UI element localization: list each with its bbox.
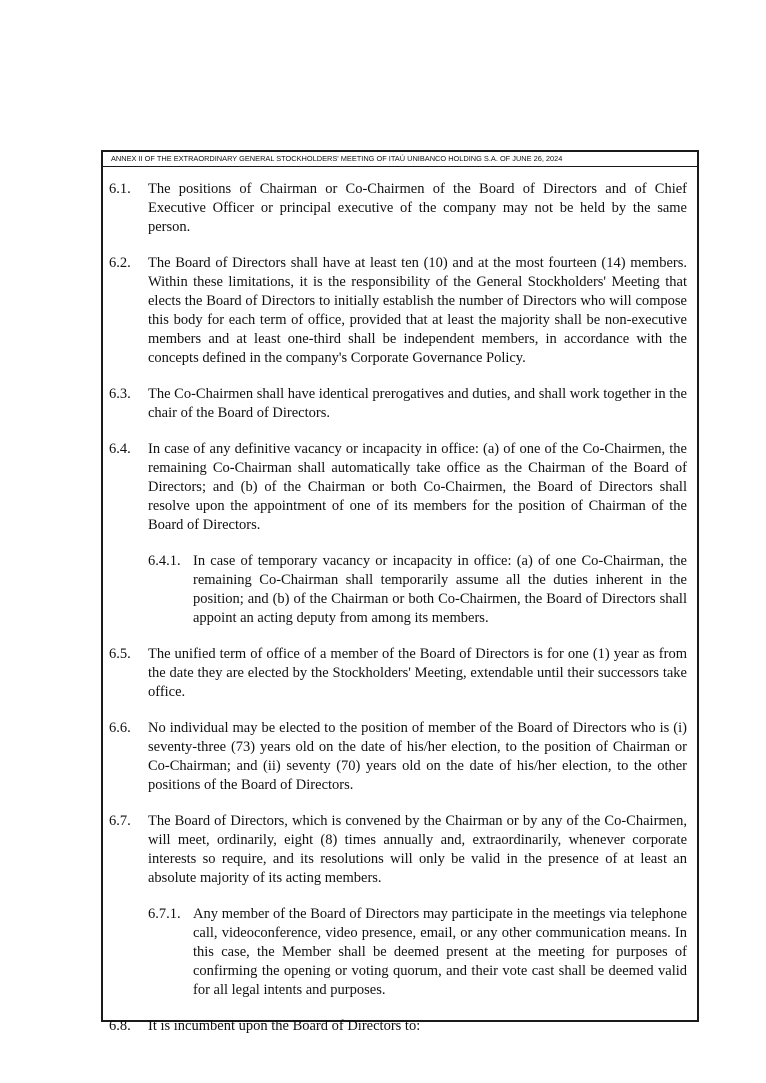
section-number: 6.8. [109,1018,131,1034]
section-text: In case of any definitive vacancy or incapacity in office: (a) of one of the Co-Chairmen, the remaining Co-Chairman shall automatically take office as the Chairman of the Board of Directors; and (b) of the Chairman or both Co-Chairmen, the Board of Directors shall resolve upon the appointment of one of its members for the position of Chairman of the Board of Directors. [148,441,687,533]
section-text: It is incumbent upon the Board of Directors to: [148,1018,421,1034]
section-6-4-1 [103,552,697,628]
section-number: 6.4.1. [148,553,181,569]
section-6-8 [103,1017,697,1036]
section-number: 6.3. [109,386,131,402]
section-6-2 [103,254,697,368]
section-number: 6.2. [109,255,131,271]
document-header: ANNEX II OF THE EXTRAORDINARY GENERAL STOCKHOLDERS' MEETING OF ITAÚ UNIBANCO HOLDING S.A. OF JUNE 26, 2024 [111,154,563,163]
section-text: Any member of the Board of Directors may participate in the meetings via telephone call, videoconference, video presence, email, or any other communication means. In this case, the Member shall be deemed present at the meeting for purposes of confirming the opening or voting quorum, and their vote cast shall be deemed valid for all legal intents and purposes. [193,906,687,998]
section-6-3 [103,385,697,423]
section-6-5 [103,645,697,702]
section-text: In case of temporary vacancy or incapacity in office: (a) of one Co-Chairman, the remaining Co-Chairman shall temporarily assume all the duties inherent in the position; and (b) of the Chairman or both Co-Chairmen, the Board of Directors shall appoint an acting deputy from among its members. [193,553,687,626]
section-number: 6.6. [109,720,131,736]
section-number: 6.5. [109,646,131,662]
section-6-7-1 [103,905,697,1000]
section-number: 6.7. [109,813,131,829]
document-body [103,180,697,1053]
page-frame [101,150,699,1034]
section-text: The Co-Chairmen shall have identical prerogatives and duties, and shall work together in the chair of the Board of Directors. [148,386,687,421]
section-text: The Board of Directors shall have at least ten (10) and at the most fourteen (14) members. Within these limitations, it is the responsibility of the General Stockholders' Meeting that elects the Board of Directors to initially establish the number of Directors who will compose this body for each term of office, provided that at least the majority shall be non-executive members and at least one-third shall be independent members, in accordance with the concepts defined in the company's Corporate Governance Policy. [148,255,687,366]
section-text: The Board of Directors, which is convened by the Chairman or by any of the Co-Chairmen, will meet, ordinarily, eight (8) times annually and, extraordinarily, whenever corporate interests so require, and its resolutions will only be valid in the presence of at least an absolute majority of its acting members. [148,813,687,886]
section-text: No individual may be elected to the position of member of the Board of Directors who is (i) seventy-three (73) years old on the date of his/her election, to the position of Chairman or Co-Chairman; and (ii) seventy (70) years old on the date of his/her election, to the other positions of the Board of Directors. [148,720,687,793]
header-divider [103,166,697,167]
section-6-1 [103,180,697,237]
section-6-6 [103,719,697,795]
section-text: The unified term of office of a member of the Board of Directors is for one (1) year as from the date they are elected by the Stockholders' Meeting, extendable until their successors take office. [148,646,687,700]
section-number: 6.4. [109,441,131,457]
section-6-7 [103,812,697,888]
section-6-4 [103,440,697,535]
section-number: 6.1. [109,181,131,197]
section-number: 6.7.1. [148,906,181,922]
section-text: The positions of Chairman or Co-Chairmen of the Board of Directors and of Chief Executive Officer or principal executive of the company may not be held by the same person. [148,181,687,235]
